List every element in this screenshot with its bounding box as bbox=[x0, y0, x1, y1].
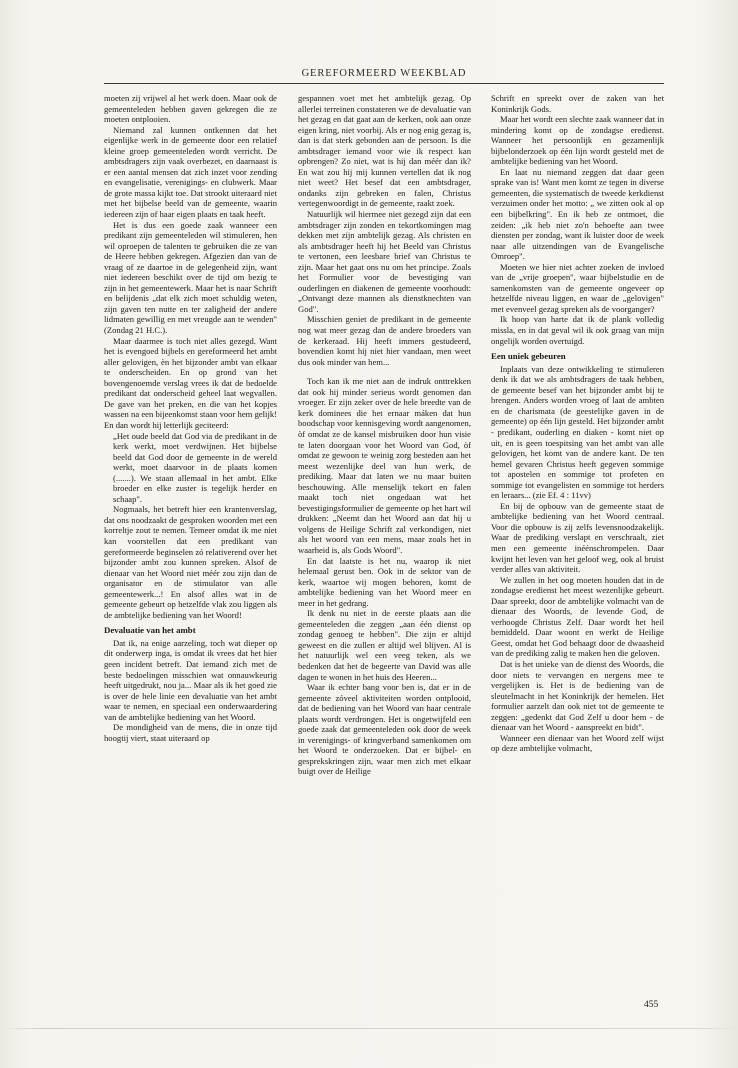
paragraph: Dat ik, na enige aarzeling, toch wat dieper op dit onderwerp inga, is omdat ik vrees dat het hier geen incident betreft. Dat iemand zich met de beste bedoelingen misschien wat onnauwkeurig heeft uitgedrukt, nou ja... Maar als ik het goed zie is over de hele linie een devaluatie van het ambt waar te nemen, en speciaal een onderwaardering van de ambtelijke bediening van het Woord. bbox=[104, 637, 277, 722]
scan-edge-shadow bbox=[0, 1028, 738, 1029]
paragraph: Toch kan ik me niet aan de indruk onttrekken dat ook hij minder serieus wordt genomen dan vroeger. Er zijn zeker over de hele breedte van de kerk dominees die het ernaar máken dat hun boodschap voor kennisgeving wordt aangenomen, òf omdat ze de kansel misbruiken door hun visie te laten doorgaan voor het Woord van God, òf omdat ze gewoon te weinig zorg besteden aan het meest wezenlijke deel van hun werk, de prediking. Maar dat laten we nu maar buiten beschouwing. Alle menselijk tekort en falen maakt toch niet ongedaan wat het bevestigingsformulier de gemeente op het hart wil drukken: „Neemt dan het Woord aan dat hij u volgens de Heilige Schrift zal verkondigen, niet als het woord van een mens, maar zoals het in waarheid is, als Gods Woord". bbox=[298, 376, 471, 555]
section-heading: Devaluatie van het ambt bbox=[104, 625, 196, 636]
paragraph: Wanneer een dienaar van het Woord zelf wijst op deze ambtelijke volmacht, bbox=[491, 732, 664, 754]
running-header: GEREFORMEERD WEEKBLAD bbox=[301, 68, 467, 79]
paragraph: Dat is het unieke van de dienst des Woords, die door niets te vervangen en nergens mee te vergelijken is. Het is de bediening van de sleutelmacht in het Koninkrijk der hemelen. Het formulier aarzelt dan ook niet tot de gemeente te zeggen: „gedenkt dat God Zelf u door hem - de dienaar van het Woord - aanspreekt en bidt". bbox=[491, 658, 664, 733]
block-quote: „Het oude beeld dat God via de predikant in de kerk werkt, moet verdwijnen. Het bijbelse beeld dat God door de gemeente in de wereld werkt, moet daarvoor in de plaats komen (.......). We staan allemaal in het ambt. Elke broeder en elke zuster is tegelijk herder en schaap". bbox=[113, 430, 277, 504]
paragraph: En laat nu niemand zeggen dat daar geen sprake van is! Want men komt ze tegen in diverse gemeenten, die systematisch de tweede kerkdienst verzuimen onder het motto: „ we zitten ook al op een bijbelkring". En ik heb ze ontmoet, die zeiden: „ik heb niet zo'n behoefte aan twee diensten per zondag, want ik luister door de week naar alle uitzendingen van de Evangelische Omroep". bbox=[491, 166, 664, 262]
paragraph: gespannen voet met het ambtelijk gezag. Op allerlei terreinen constateren we de devaluatie van het gezag en dat gaat aan de kerken, ook aan onze eigen kring, niet voorbij. Als er nog enig gezag is, dan is dat sterk gebonden aan de persoon. Is die ambtsdrager iemand voor wie ik respect kan opbrengen? Zo niet, wat is hij dan méér dan ik? En wat zou hij mij kunnen vertellen dat ik nog niet weet? Het besef dat een ambtsdrager, ondanks zijn gebreken en falen, Christus vertegenwoordigt in de gemeente, raakt zoek. bbox=[298, 93, 471, 209]
paragraph: Nogmaals, het betreft hier een krantenverslag, dat ons noodzaakt de gesproken woorden met een korreltje zout te nemen. Temeer omdat ik me niet kan voorstellen dat een predikant van gereformeerde beginselen zó relativerend over het bijzonder ambt zou kunnen spreken. Alsof de dienaar van het Woord niet méér zou zijn dan de organisator en de stimulator van alle gemeentewerk...! En alsof alles wat in de gemeente gebeurt op hetzelfde vlak zou liggen als de ambtelijke bediening van het Woord! bbox=[104, 504, 277, 620]
section-break bbox=[298, 367, 471, 376]
paragraph: Het is dus een goede zaak wanneer een predikant zijn gemeenteleden wil stimuleren, hen wil oproepen de talenten te gebruiken die ze van de Heere hebben gekregen. Afgezien dan van de vraag of ze daartoe in de gelegenheid zijn, want niet iedereen beschikt over de tijd om bezig te zijn in het gemeentewerk. Maar het is naar Schrift en belijdenis „dat elk zich moet schuldig weten, zijn gaven ten nutte en ter zaligheid der andere lidmaten gewillig en met vreugde aan te wenden" (Zondag 21 H.C.). bbox=[104, 219, 277, 336]
paragraph: Maar daarmee is toch niet alles gezegd. Want het is evengoed bijbels en gereformeerd het ambt aller gelovigen, èn het bijzonder ambt van elkaar te onderscheiden. En op grond van het bovengenoemde verslag vrees ik dat de bedoelde predikant dat onderscheid geheel laat wegvallen. De gave van het preken, en die van het kopjes wassen na een bijeenkomst staan voor hem gelijk! En dan wordt hij letterlijk geciteerd: bbox=[104, 335, 277, 430]
page-number: 455 bbox=[644, 1000, 659, 1010]
text-column-3 bbox=[491, 93, 664, 754]
paragraph: Ik hoop van harte dat ik de plank volledig missla, en in dat geval wil ik ook graag van mijn ongelijk worden overtuigd. bbox=[491, 314, 664, 346]
text-column-2 bbox=[298, 93, 471, 777]
paragraph: Natuurlijk wil hiermee niet gezegd zijn dat een ambtsdrager zijn zonden en tekortkomingen mag dekken met zijn ambtelijk gezag. Als christen en als ambtsdrager heeft hij het Beeld van Christus te vertonen, een leesbare brief van Christus te zijn. Maar het gaat ons nu om het principe. Zoals het Formulier voor de bevestiging van ouderlingen en diakenen de gemeente voorhoudt: „Ontvangt deze mannen als dienstknechten van God". bbox=[298, 209, 471, 314]
text-column-1 bbox=[104, 93, 277, 743]
paragraph: En dat laatste is het nu, waarop ik niet helemaal gerust ben. Ook in de sektor van de kerk, waartoe wij mogen behoren, komt de ambtelijke bediening van het Woord meer en meer in het gedrang. bbox=[298, 555, 471, 608]
header-rule bbox=[104, 83, 664, 84]
section-heading: Een uniek gebeuren bbox=[491, 351, 566, 362]
paragraph: Misschien geniet de predikant in de gemeente nog wat meer gezag dan de andere broeders van de kerkeraad. Hij heeft immers gestudeerd, bovendien komt hij niet hier vandaan, men weet dus ook minder van hem... bbox=[298, 314, 471, 367]
paragraph: Niemand zal kunnen ontkennen dat het eigenlijke werk in de gemeente door een relatief kleine groep gemeenteleden wordt verricht. De ambtsdragers zijn vaak overbezet, en daarnaast is er een aantal mensen dat zich inzet voor zending en evangelisatie, verenigings- en clubwerk. Maar de grote massa kijkt toe. Dat strookt uiteraard niet met het bijbelse beeld van de gemeente, waarin iedereen zijn of haar eigen plaats en taak heeft. bbox=[104, 124, 277, 220]
paragraph: We zullen in het oog moeten houden dat in de zondagse eredienst het meest wezenlijke gebeurt. Daar spreekt, door de ambtelijke volmacht van de dienaar des Woords, de levende God, de verhoogde Christus Zelf. Daar wordt het heil bemiddeld. Daar woont en werkt de Heilige Geest, omdat het God behaagt door de dwaasheid van de prediking zalig te maken hen die geloven. bbox=[491, 574, 664, 659]
paragraph: De mondigheid van de mens, die in onze tijd hoogtij viert, staat uiteraard op bbox=[104, 722, 277, 743]
paragraph: Inplaats van deze ontwikkeling te stimuleren denk ik dat we als ambtsdragers de taak hebben, de gemeente besef van het bijzonder ambt bij te brengen. Anders worden vroeg of laat de ambten en de charismata (de geestelijke gaven in de gemeente) op één lijn gesteld. Het bijzonder ambt - predikant, ouderling en diaken - komt niet op uit, en is geen toespitsing van het ambt van alle gelovigen, het komt van de andere kant. De ten hemel gevaren Christus heeft gegeven sommige tot apostelen en sommige tot profeten en sommige tot evangelisten en sommige tot herders en leraars... (zie Ef. 4 : 11vv) bbox=[491, 363, 664, 501]
paragraph: Waar ik echter bang voor ben is, dat er in de gemeente zóveel aktiviteiten worden ontplooid, dat de bediening van het Woord van haar centrale plaats wordt verdrongen. Het is ongetwijfeld een goede zaak dat gemeenteleden ook door de week in verenigings- of kringverband samenkomen om het Woord te onderzoeken. Dat er bijbel- en gesprekskringen zijn, waar men zich met elkaar buigt over de Heilige bbox=[298, 682, 471, 777]
paragraph: moeten zij vrijwel al het werk doen. Maar ook de gemeenteleden hebben gaven gekregen die ze moeten ontplooien. bbox=[104, 93, 277, 125]
paragraph: Ik denk nu niet in de eerste plaats aan die gemeenteleden die zeggen „aan één dienst op zondag genoeg te hebben". Die zijn er altijd geweest en die zullen er altijd wel blijven. Al is het natuurlijk wel een veeg teken, als we bedenken dat het de begeerte van David was alle dagen te wonen in het huis des Heeren... bbox=[298, 608, 471, 682]
paragraph: Moeten we hier niet achter zoeken de invloed van de „vrije groepen", waar bijbelstudie en de samenkomsten van de gemeente ongeveer op hetzelfde niveau liggen, en waar de „gelovigen" met evenveel gezag spreken als de voorganger? bbox=[491, 261, 664, 314]
paragraph: Schrift en spreekt over de zaken van het Koninkrijk Gods. bbox=[491, 93, 664, 114]
paragraph: En bij de opbouw van de gemeente staat de ambtelijke bediening van het Woord centraal. Voor die opbouw is zij zelfs levensnoodzakelijk. Waar de prediking verslapt en verschraalt, ziet men een gemeente inéénschrompelen. Daar kwijnt het leven van het geloof weg, ook al bruist verder alles van aktiviteit. bbox=[491, 500, 664, 575]
paragraph: Maar het wordt een slechte zaak wanneer dat in mindering komt op de zondagse eredienst. Wanneer het persoonlijk en gezamenlijk bijbelonderzoek op één lijn wordt gesteld met de ambtelijke bediening van het Woord. bbox=[491, 114, 664, 167]
